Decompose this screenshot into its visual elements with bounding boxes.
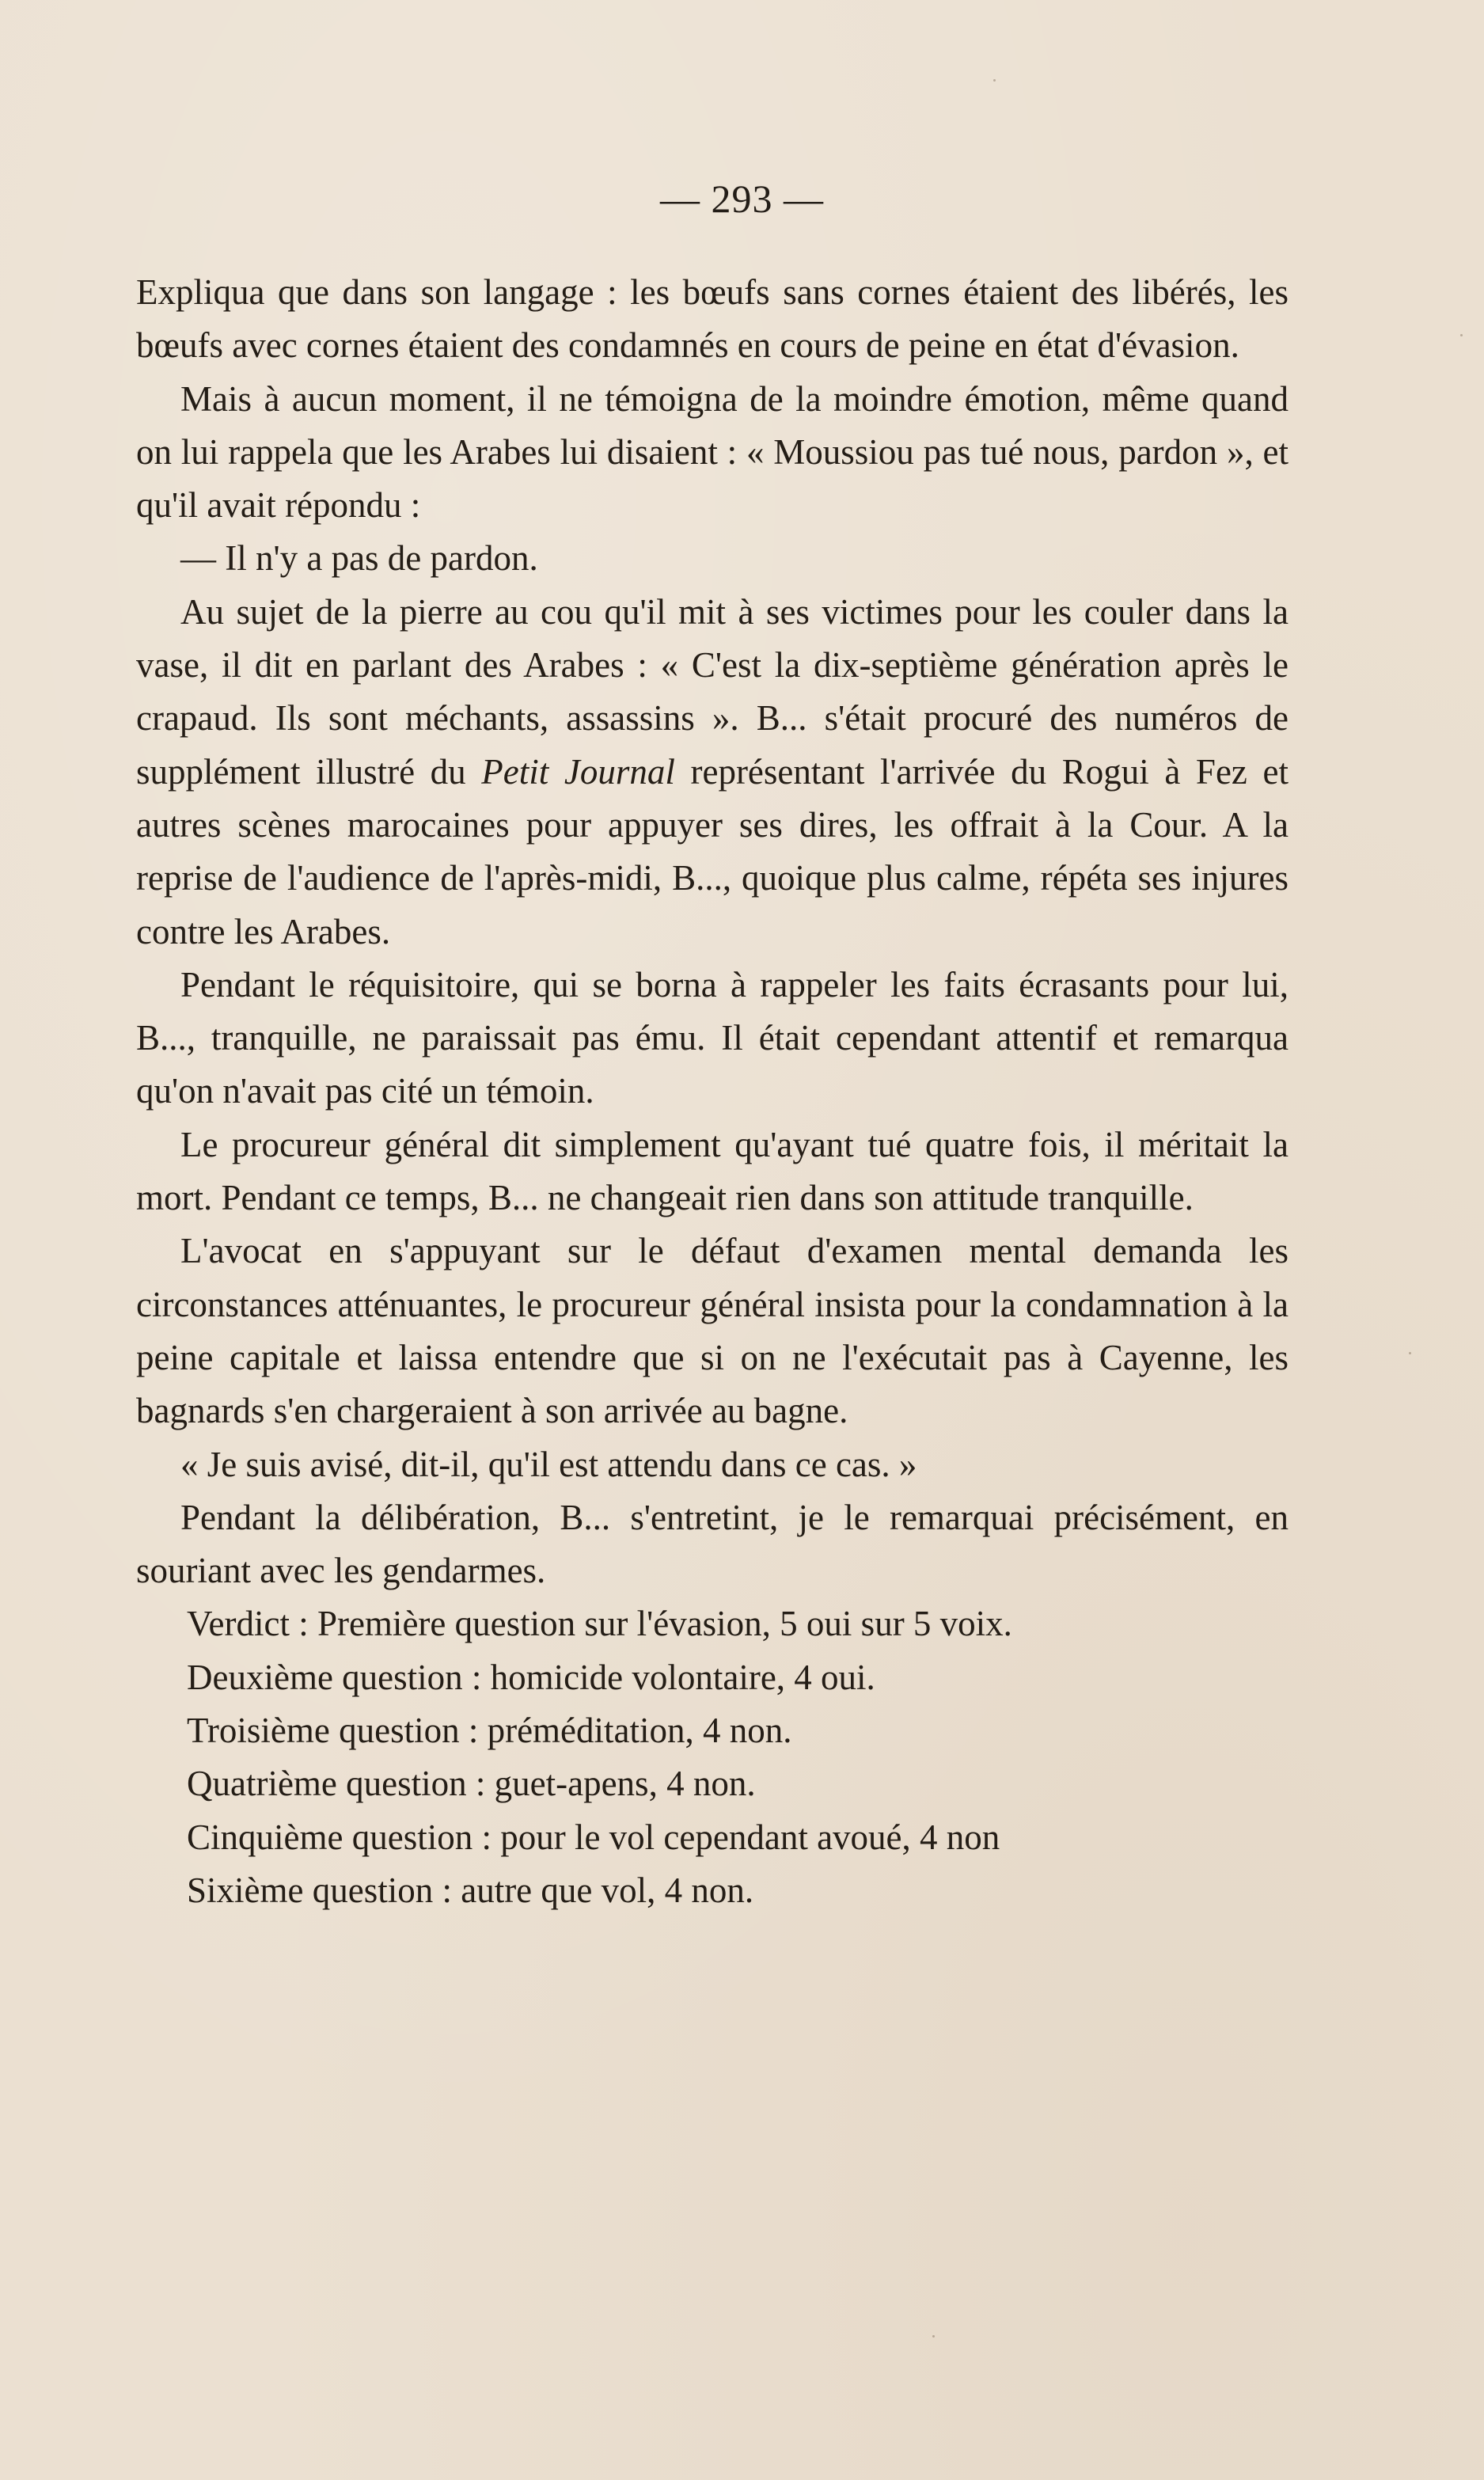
journal-title: Petit Journal xyxy=(481,751,675,792)
paragraph: Expliqua que dans son langage : les bœufs sans cornes étaient des libérés, les bœufs avec cornes étaient des condamnés en cours de peine en état d'évasion. xyxy=(136,272,1289,366)
verdict-line: Troisième question : préméditation, 4 non. xyxy=(187,1711,792,1751)
paragraph: Mais à aucun moment, il ne témoigna de la moindre émotion, même quand on lui rappela que les Arabes lui disaient : « Moussiou pas tué nous, pardon », et qu'il avait répondu : xyxy=(136,378,1289,526)
verdict-line: Sixième question : autre que vol, 4 non. xyxy=(187,1870,754,1910)
paragraph xyxy=(136,586,1289,959)
paper-speck xyxy=(993,79,996,82)
paragraph: Le procureur général dit simplement qu'ayant tué quatre fois, il méritait la mort. Pendant ce temps, B... ne changeait rien dans son attitude tranquille. xyxy=(136,1124,1289,1218)
paragraph: « Je suis avisé, dit-il, qu'il est attendu dans ce cas. » xyxy=(180,1444,917,1484)
verdict-line: Cinquième question : pour le vol cependant avoué, 4 non xyxy=(187,1817,1000,1857)
body-text xyxy=(136,266,1289,1917)
paragraph-text: Au sujet de la pierre au cou qu'il mit à ses victimes pour les couler dans la vase, il dit en parlant des Arabes : « C'est la dix-septième génération après le crapaud. Ils sont méchants, assassins ». B... s'était procuré des numéros de supplément illustré du xyxy=(136,591,1289,792)
verdict-line: Verdict : Première question sur l'évasion, 5 oui sur 5 voix. xyxy=(187,1604,1012,1644)
paragraph: — Il n'y a pas de pardon. xyxy=(180,538,538,579)
paper-speck xyxy=(1409,1352,1411,1354)
paragraph: Pendant la délibération, B... s'entretint, je le remarquai précisément, en souriant avec les gendarmes. xyxy=(136,1497,1289,1591)
page-number: — 293 — xyxy=(660,177,824,221)
paper-speck xyxy=(1460,334,1463,336)
paragraph: L'avocat en s'appuyant sur le défaut d'examen mental demanda les circonstances atténuantes, le procureur général insista pour la condamnation à la peine capitale et laissa entendre que si on ne l'exécutait pas à Cayenne, les bagnards s'en chargeraient à son arrivée au bagne. xyxy=(136,1231,1289,1431)
paragraph: Pendant le réquisitoire, qui se borna à rappeler les faits écrasants pour lui, B..., tranquille, ne paraissait pas ému. Il était cependant attentif et remarqua qu'on n'avait pas cité un témoin. xyxy=(136,964,1289,1111)
paragraph-text: représentant l'arrivée du Rogui à Fez et autres scènes marocaines pour appuyer ses dires, les offrait à la Cour. A la reprise de l'audience de l'après-midi, B..., quoique plus calme, répéta ses injures contre les Arabes. xyxy=(136,751,1289,951)
verdict-line: Quatrième question : guet-apens, 4 non. xyxy=(187,1764,756,1804)
paper-speck xyxy=(932,2335,935,2338)
verdict-line: Deuxième question : homicide volontaire, 4 oui. xyxy=(187,1657,875,1697)
